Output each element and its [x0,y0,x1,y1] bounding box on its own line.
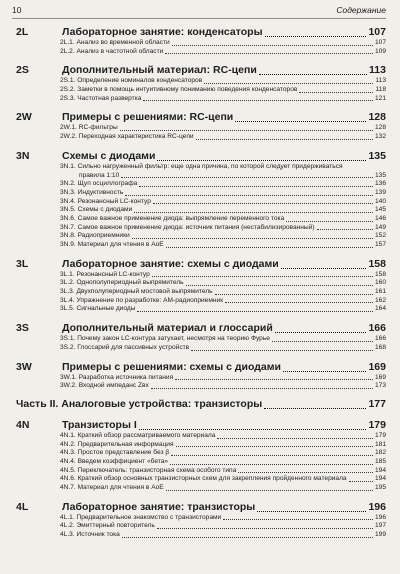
toc-entry [60,95,386,104]
chapter-heading-page: 169 [368,360,386,373]
chapter-number: 2S [16,64,29,77]
toc-entry [60,198,386,207]
toc-entry [79,172,386,181]
toc-entry [60,77,386,86]
toc-entry-title: 2W.1. RC-фильтры [60,124,118,132]
chapter-heading-title: Примеры с решениями: RC-цепи [62,111,234,124]
chapter-block [12,501,386,540]
toc-entry-title: 4N.1. Краткий обзор рассматриваемого материала [60,431,216,439]
toc-entry-page: 182 [374,449,386,457]
toc-entry-page: 162 [374,296,386,304]
dot-leader [137,311,373,312]
toc-entry-title: 4N.2. Предварительная информация [60,440,174,448]
chapter-block [12,111,386,141]
dot-leader [235,121,366,122]
dot-leader [257,511,366,512]
part-heading-page: 177 [368,397,386,410]
toc-entry [60,189,386,198]
toc-entry-page: 199 [374,531,386,539]
dot-leader [166,490,373,491]
toc-entry-page: 181 [374,440,386,448]
toc-entry-title: 3L.2. Однополупериодный выпрямитель [60,279,184,287]
chapter-number: 3W [16,360,32,373]
toc-entry-title: 3N.6. Самое важное применение диода: выпрямление переменного тока [60,214,285,222]
toc-entry-page: 152 [374,232,386,240]
part-heading [16,397,386,411]
chapter-heading-title: Транзисторы I [62,418,137,431]
chapter-heading-title: Схемы с диодами [62,149,156,162]
dot-leader [172,45,373,46]
dot-leader [196,139,373,140]
chapter-number: 2L [16,26,29,38]
dot-leader [191,350,373,351]
toc-entry-page: 146 [374,214,386,222]
toc-entry-title: 3N.4. Резонансный LC-контур [60,197,151,205]
toc-entry-page: 194 [374,475,386,483]
dot-leader [275,332,367,333]
toc-entry-page: 145 [374,206,386,214]
part-heading-title: Часть II. Аналоговые устройства: транзисторы [16,397,263,410]
dot-leader [120,130,373,131]
dot-leader [317,229,373,230]
dot-leader [272,341,373,342]
dot-leader [186,285,373,286]
toc-entry-title: 4N.4. Введем коэффициент «бета» [60,457,169,465]
toc-entry-title: 3L.3. Двухполупериодный мостовой выпрямитель [60,288,213,296]
toc-entry [60,224,386,233]
chapter-block [12,361,386,391]
toc-entry [60,449,386,458]
chapter-heading [62,64,386,77]
toc-entry [60,382,386,391]
toc-entry-title: 3L.5. Сигнальные диоды [60,305,136,313]
toc-entry-page: 158 [374,270,386,278]
toc-entry-page: 128 [374,124,386,132]
dot-leader [204,83,373,84]
toc-entry-title: 2S.1. Определение номиналов конденсаторов [60,77,203,85]
chapter-number: 4L [16,500,29,513]
chapter-heading-page: 179 [368,418,386,431]
chapter-block [12,322,386,352]
dot-leader [132,238,373,239]
dot-leader [157,528,373,529]
dot-leader [299,92,373,93]
dot-leader [286,221,373,222]
dot-leader [143,100,373,101]
chapter-heading-page: 158 [368,257,386,270]
toc-entry [60,374,386,383]
dot-leader [151,388,373,389]
chapter-heading-page: 128 [368,111,386,124]
chapter-heading-title: Лабораторное занятие: конденсаторы [62,26,263,38]
toc-entry-page: 164 [374,305,386,313]
chapter-number: 3N [16,149,30,162]
toc-entry [60,305,386,314]
chapter-heading-page: 166 [368,322,386,335]
chapter-heading [62,258,386,271]
chapter-number: 3L [16,257,29,270]
chapter-heading-title: Дополнительный материал и глоссарий [62,322,273,335]
toc-entry-page: 157 [374,241,386,248]
dot-leader [264,408,366,409]
toc-entry [60,279,386,288]
dot-leader [238,472,373,473]
toc-entry-title: 3N.3. Индуктивность [60,188,124,196]
toc-entry [60,514,386,523]
toc-entry [60,522,386,531]
toc-entry-page: 173 [374,382,386,390]
toc-entry-page: 136 [374,180,386,188]
chapter-heading-title: Лабораторное занятие: транзисторы [62,500,256,513]
toc-entry-title: 2L.2. Анализ в частотной области [60,47,164,55]
toc-entry-title: 4N.5. Переключатель: транзисторная схема особого типа [60,466,237,474]
toc-entry [60,484,386,493]
toc-entry-title: 4L.1. Предварительное знакомство с транзисторами [60,513,222,521]
dot-leader [225,302,373,303]
dot-leader [283,371,366,372]
chapter-number: 3S [16,322,29,335]
toc-entry-title: правила 1:10 [79,171,120,179]
toc-entry-title: 3N.8. Радиоприемники [60,232,130,240]
toc-entry [60,163,386,172]
toc-entry [60,215,386,224]
running-title: Содержание [336,5,386,15]
toc-entry-page: 194 [374,466,386,474]
chapter-number: 4N [16,418,30,431]
chapter-heading-title: Примеры с решениями: схемы с диодами [62,360,281,373]
chapter-heading [62,150,386,163]
toc-entry-title: 2L.1. Анализ во временной области [60,39,170,46]
toc-entry-page: 139 [374,188,386,196]
dot-leader [171,455,373,456]
toc-entry-page: 118 [375,86,386,94]
toc-entry [60,288,386,297]
toc-entry-page: 140 [374,197,386,205]
chapter-heading [62,111,386,124]
dot-leader [281,268,367,269]
chapter-heading [62,501,386,514]
chapter-heading-page: 107 [368,26,386,38]
dot-leader [139,186,373,187]
toc-entry-page: 121 [374,94,386,102]
dot-leader [153,203,373,204]
toc-entry-title: 3S.2. Глоссарий для пассивных устройств [60,343,190,351]
toc-entry-page: 185 [374,457,386,465]
toc-entry-title: 4L.2. Эмиттерный повторитель [60,522,155,530]
dot-leader [170,464,373,465]
toc-entry [60,458,386,467]
dot-leader [349,481,373,482]
toc-entry-title: 3L.4. Упражнение по разработке: АМ-радиоприемник [60,296,224,304]
toc-entry-page: 132 [374,133,386,141]
toc-entry-title: 2S.2. Заметки в помощь интуитивному пониманию поведения конденсаторов [60,86,298,94]
toc-entry [60,344,386,353]
page-header [12,4,386,19]
toc-entry [60,475,386,484]
toc-entry [60,297,386,306]
chapter-heading-page: 113 [369,64,386,77]
dot-leader [157,160,366,161]
table-of-contents [12,26,386,540]
toc-entry-page: 107 [374,39,386,46]
chapter-heading [62,361,386,374]
toc-entry-title: 3W.1. Разработка источника питания [60,373,174,381]
toc-entry-page: 113 [375,77,386,85]
toc-entry-title: 4N.6. Краткий обзор основных транзисторных схем для закрепления пройденного материала [60,475,347,483]
toc-entry [60,467,386,476]
toc-entry-page: 135 [374,171,386,179]
toc-entry-page: 166 [374,335,386,343]
dot-leader [139,429,367,430]
dot-leader [125,195,373,196]
chapter-heading-title: Лабораторное занятие: схемы с диодами [62,257,279,270]
toc-entry-title: 3N.2. Щуп осциллографа [60,180,138,188]
dot-leader [259,74,367,75]
chapter-heading [62,322,386,335]
toc-entry [60,206,386,215]
chapter-block [12,150,386,250]
dot-leader [166,247,373,248]
toc-entry-title: 2S.3. Частотная развертка [60,94,142,102]
chapter-block [12,419,386,493]
toc-entry [60,432,386,441]
toc-entry-page: 161 [374,288,386,296]
toc-entry-title: 4N.3. Простое представление без β [60,449,170,457]
chapter-heading-title: Дополнительный материал: RC-цепи [62,64,257,77]
chapter-block [12,64,386,103]
toc-entry-title: 4L.3. Источник тока [60,531,120,539]
toc-entry [60,441,386,450]
dot-leader [152,276,373,277]
dot-leader [165,53,373,54]
chapter-number: 2W [16,111,32,124]
chapter-heading [62,26,386,39]
toc-entry-page: 179 [374,431,386,439]
toc-entry-page: 109 [374,47,386,55]
toc-entry-title: 3W.2. Входной импеданс Zвх [60,382,149,390]
toc-entry-title: 3N.1. Сильно нагруженный фильтр: еще одна причина, по которой следует придерживаться [60,162,343,170]
toc-entry [60,48,386,57]
toc-entry-page: 196 [374,513,386,521]
dot-leader [223,519,373,520]
dot-leader [175,379,373,380]
toc-entry-title: 3L.1. Резонансный LC-контур [60,270,150,278]
toc-entry-page: 169 [374,373,386,381]
dot-leader [176,446,373,447]
toc-entry [60,180,386,189]
toc-entry-page: 197 [374,522,386,530]
dot-leader [134,212,373,213]
toc-entry-title: 2W.2. Переходная характеристика RC-цепи [60,133,194,141]
toc-entry-page: 149 [374,223,386,231]
toc-entry-page: 168 [374,343,386,351]
dot-leader [215,294,373,295]
toc-entry-title: 3N.7. Самое важное применение диода: источник питания (нестабилизированный) [60,223,315,231]
chapter-heading-page: 135 [368,149,386,162]
toc-entry-page: 160 [374,279,386,287]
chapter-block [12,26,386,56]
toc-entry [60,86,386,95]
dot-leader [265,36,367,37]
chapter-heading-page: 196 [368,500,386,513]
toc-entry [60,39,386,48]
page-number: 10 [12,5,22,15]
toc-entry [60,124,386,133]
toc-entry-title: 3S.1. Почему закон LC-контура затухает, несмотря на теорию Фурье [60,335,270,343]
chapter-heading [62,419,386,432]
toc-entry-title: 4N.7. Материал для чтения в AoE [60,484,164,491]
toc-entry [60,271,386,280]
toc-entry-page: 195 [374,484,386,491]
dot-leader [122,537,373,538]
toc-entry [60,133,386,142]
chapter-block [12,258,386,314]
toc-entry [60,531,386,540]
toc-entry [60,335,386,344]
toc-entry [60,232,386,241]
dot-leader [217,438,373,439]
toc-entry-title: 3N.5. Схемы с диодами [60,206,133,214]
dot-leader [121,177,373,178]
toc-entry-title: 3N.9. Материал для чтения в AoE [60,241,164,248]
toc-entry [60,241,386,250]
